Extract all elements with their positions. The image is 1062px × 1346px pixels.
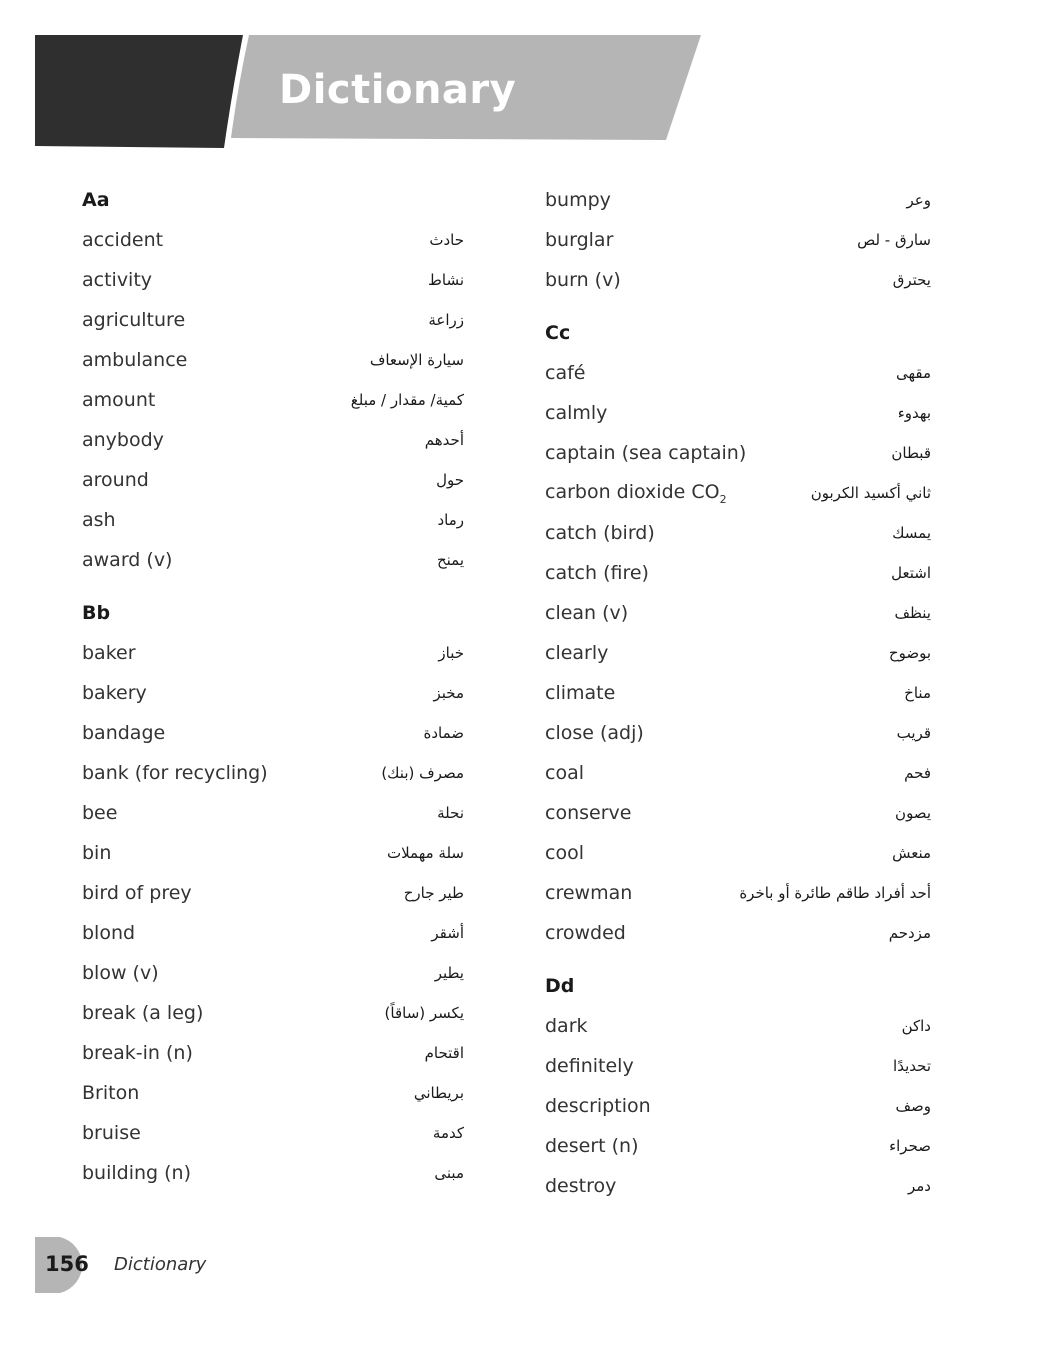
entry-row	[82, 540, 464, 580]
entry-arabic: بوضوح	[888, 644, 931, 662]
section-letter: Aa	[82, 189, 110, 211]
entry-english	[545, 481, 727, 506]
entry-english: description	[545, 1095, 651, 1117]
entry-arabic: طير جارح	[403, 884, 464, 902]
entry-arabic: زراعة	[428, 311, 464, 329]
header-banner	[0, 0, 1062, 160]
entry-english: burn (v)	[545, 269, 621, 291]
entry-row	[82, 953, 464, 993]
entry-row	[545, 593, 931, 633]
entry-english: bee	[82, 802, 118, 824]
entry-english: bin	[82, 842, 112, 864]
entry-english: cool	[545, 842, 584, 864]
entry-row	[82, 713, 464, 753]
entry-english: bakery	[82, 682, 147, 704]
entry-english: bandage	[82, 722, 166, 744]
entry-row	[545, 833, 931, 873]
section-letter: Dd	[545, 975, 575, 997]
entry-arabic: نحلة	[437, 804, 464, 822]
section-letter: Bb	[82, 602, 111, 624]
entry-arabic: خباز	[438, 644, 464, 662]
entry-english: ambulance	[82, 349, 188, 371]
entry-row	[82, 833, 464, 873]
entry-arabic: نشاط	[428, 271, 464, 289]
page-header	[0, 0, 1062, 160]
entry-arabic: أحدهم	[424, 431, 464, 449]
entry-english: catch (fire)	[545, 562, 649, 584]
section-letter: Cc	[545, 322, 571, 344]
entry-english: crowded	[545, 922, 626, 944]
entry-arabic: اقتحام	[424, 1044, 464, 1062]
entry-english: baker	[82, 642, 136, 664]
entry-row	[545, 673, 931, 713]
entry-arabic: بريطاني	[413, 1084, 464, 1102]
entry-row	[545, 873, 931, 913]
entry-row	[545, 393, 931, 433]
entry-arabic: يصون	[895, 804, 931, 822]
entry-arabic: يمسك	[892, 524, 931, 542]
entry-row	[545, 1046, 931, 1086]
entry-arabic: دمر	[908, 1177, 931, 1195]
entry-row	[545, 793, 931, 833]
entry-arabic: قريب	[896, 724, 931, 742]
entry-arabic: مقهى	[895, 364, 931, 382]
entry-arabic: يكسر (ساقاً)	[384, 1004, 464, 1022]
entry-arabic: أحد أفراد طاقم طائرة أو باخرة	[739, 884, 931, 902]
entry-english: accident	[82, 229, 164, 251]
entry-arabic: يحترق	[892, 271, 931, 289]
entry-arabic: فحم	[904, 764, 931, 782]
entry-arabic: مناخ	[904, 684, 931, 702]
dictionary-column-left	[82, 180, 464, 1193]
entry-english: anybody	[82, 429, 164, 451]
entry-arabic: منعش	[892, 844, 931, 862]
entry-arabic: سلة مهملات	[386, 844, 464, 862]
entry-row	[545, 473, 931, 513]
entry-row	[82, 673, 464, 713]
entry-arabic: مزدحم	[888, 924, 931, 942]
entry-english: bank (for recycling)	[82, 762, 268, 784]
entry-row	[545, 1126, 931, 1166]
entry-arabic: حادث	[429, 231, 464, 249]
entry-arabic: ضمادة	[423, 724, 464, 742]
entry-english: calmly	[545, 402, 608, 424]
entry-row	[82, 1113, 464, 1153]
entry-english: bumpy	[545, 189, 611, 211]
entry-row	[82, 1033, 464, 1073]
entry-row	[545, 553, 931, 593]
entry-english: blow (v)	[82, 962, 159, 984]
entry-arabic: صحراء	[889, 1137, 931, 1155]
entry-arabic: يمنح	[436, 551, 464, 569]
entry-english: crewman	[545, 882, 633, 904]
entry-english: captain (sea captain)	[545, 442, 747, 464]
footer-label: Dictionary	[114, 1254, 207, 1275]
entry-arabic: كدمة	[432, 1124, 464, 1142]
entry-arabic: وصف	[895, 1097, 931, 1115]
entry-english-text: carbon dioxide CO	[545, 480, 720, 503]
entry-row	[82, 460, 464, 500]
entry-row	[545, 260, 931, 300]
entry-english: bird of prey	[82, 882, 192, 904]
entry-english: coal	[545, 762, 584, 784]
entry-english: conserve	[545, 802, 632, 824]
entry-arabic: ثاني أكسيد الكربون	[810, 484, 931, 502]
entry-row	[82, 873, 464, 913]
section-heading-cc	[545, 313, 931, 353]
entry-arabic: اشتعل	[891, 564, 931, 582]
entry-english: burglar	[545, 229, 614, 251]
entry-arabic: رماد	[437, 511, 464, 529]
entry-english: activity	[82, 269, 153, 291]
section-heading-aa	[82, 180, 464, 220]
entry-english: catch (bird)	[545, 522, 655, 544]
entry-english: Briton	[82, 1082, 140, 1104]
header-dark-tab	[35, 35, 243, 148]
entry-arabic: داكن	[901, 1017, 931, 1035]
entry-english: clean (v)	[545, 602, 629, 624]
entry-english: blond	[82, 922, 136, 944]
entry-arabic: تحديدًا	[893, 1057, 931, 1075]
entry-row	[545, 713, 931, 753]
entry-row	[82, 913, 464, 953]
entry-arabic: مخبز	[433, 684, 464, 702]
entry-arabic: قبطان	[891, 444, 931, 462]
entry-row	[545, 1166, 931, 1206]
entry-arabic: سارق - لص	[857, 231, 931, 249]
entry-english: café	[545, 362, 586, 384]
entry-arabic: وعر	[906, 191, 931, 209]
entry-arabic: مبنى	[434, 1164, 464, 1182]
entry-english: close (adj)	[545, 722, 644, 744]
entry-arabic: كمية/ مقدار / مبلغ	[350, 391, 464, 409]
entry-english: destroy	[545, 1175, 617, 1197]
entry-arabic: بهدوء	[897, 404, 931, 422]
entry-english: break-in (n)	[82, 1042, 193, 1064]
entry-english: clearly	[545, 642, 609, 664]
entry-row	[545, 913, 931, 953]
entry-arabic: أشقر	[431, 924, 464, 942]
entry-row	[82, 260, 464, 300]
entry-row	[82, 793, 464, 833]
entry-row	[82, 340, 464, 380]
entry-english: agriculture	[82, 309, 186, 331]
entry-english-subscript: 2	[719, 492, 727, 506]
page-number: 156	[45, 1252, 89, 1276]
entry-row	[545, 433, 931, 473]
entry-english: ash	[82, 509, 116, 531]
entry-row	[82, 1073, 464, 1113]
entry-row	[545, 353, 931, 393]
entry-row	[545, 1086, 931, 1126]
entry-arabic: ينظف	[894, 604, 931, 622]
section-heading-dd	[545, 966, 931, 1006]
entry-arabic: حول	[436, 471, 464, 489]
entry-row	[545, 633, 931, 673]
entry-arabic: يطير	[434, 964, 464, 982]
entry-row	[82, 753, 464, 793]
entry-row	[545, 753, 931, 793]
entry-row	[82, 1153, 464, 1193]
entry-english: building (n)	[82, 1162, 192, 1184]
entry-row	[82, 300, 464, 340]
entry-english: definitely	[545, 1055, 634, 1077]
entry-english: desert (n)	[545, 1135, 639, 1157]
entry-row	[82, 220, 464, 260]
entry-row	[545, 180, 931, 220]
entry-row	[82, 420, 464, 460]
dictionary-column-right	[545, 180, 931, 1206]
entry-english: bruise	[82, 1122, 141, 1144]
entry-english: dark	[545, 1015, 588, 1037]
entry-row	[545, 220, 931, 260]
entry-english: award (v)	[82, 549, 173, 571]
entry-row	[545, 1006, 931, 1046]
section-heading-bb	[82, 593, 464, 633]
entry-arabic: سيارة الإسعاف	[369, 351, 464, 369]
page-title: Dictionary	[279, 67, 517, 113]
entry-english: amount	[82, 389, 156, 411]
entry-english: around	[82, 469, 149, 491]
entry-english: climate	[545, 682, 616, 704]
entry-arabic: مصرف (بنك)	[381, 764, 464, 782]
entry-row	[82, 993, 464, 1033]
entry-row	[82, 500, 464, 540]
entry-row	[82, 633, 464, 673]
entry-english: break (a leg)	[82, 1002, 204, 1024]
entry-row	[82, 380, 464, 420]
entry-row	[545, 513, 931, 553]
